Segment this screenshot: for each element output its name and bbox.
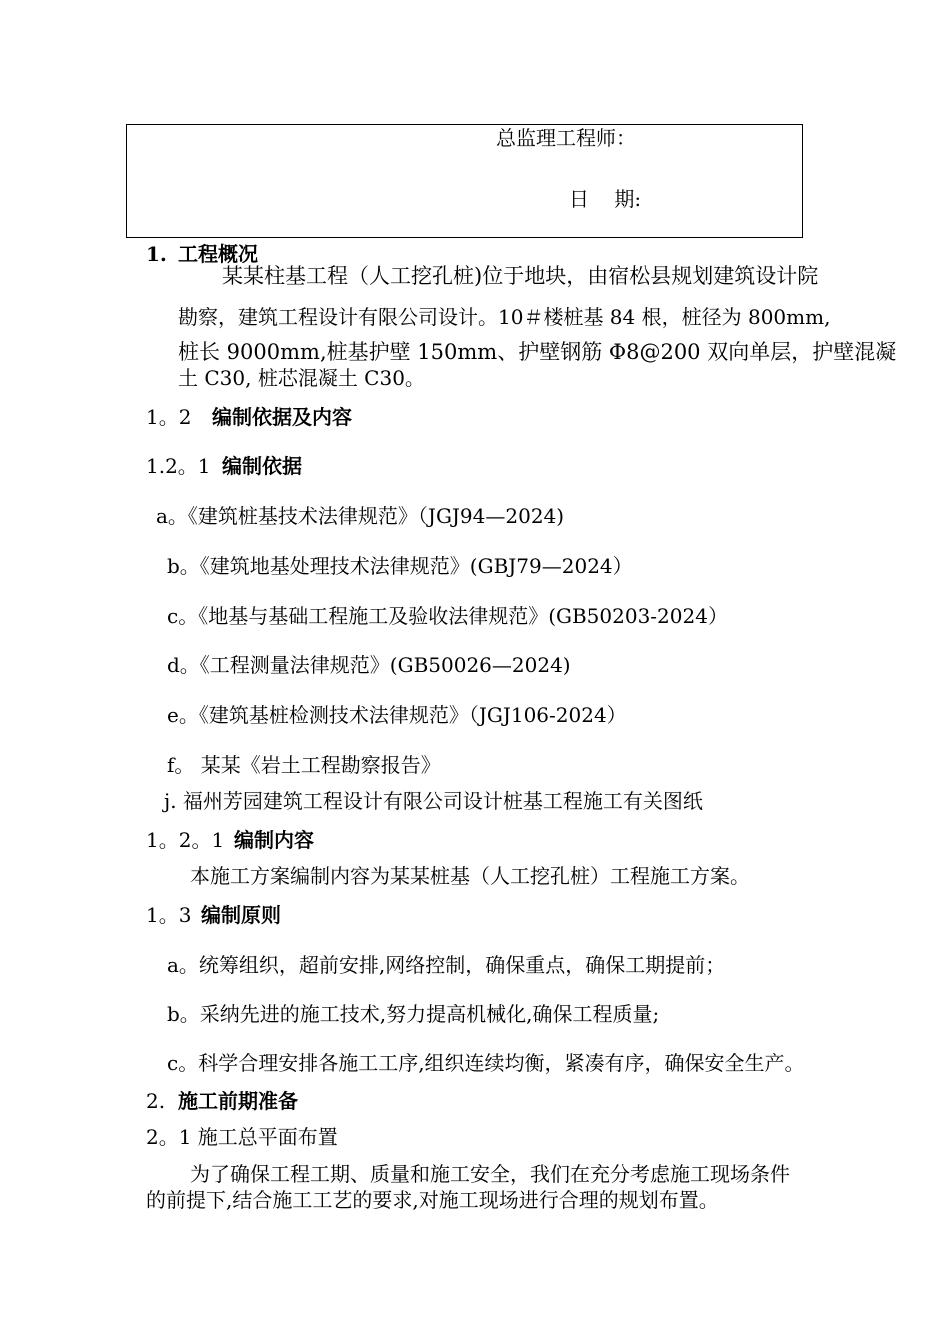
- layout-line-2: 的前提下,结合施工工艺的要求,对施工现场进行合理的规划布置。: [146, 1188, 719, 1212]
- section-1-2-1-content-title: 编制内容: [234, 828, 314, 852]
- section-2-1-heading: 2。1 施工总平面布置: [146, 1125, 338, 1149]
- section-1-2-1-content-number: 1。2。1: [146, 828, 225, 852]
- reference-d: d。《工程测量法律规范》(GB50026—2024): [167, 653, 571, 677]
- section-1-3-title: 编制原则: [201, 903, 281, 927]
- principle-b: b。采纳先进的施工技术,努力提高机械化,确保工程质量;: [167, 1002, 660, 1026]
- overview-line-1: 某某柱基工程（人工挖孔桩)位于地块，由宿松县规划建筑设计院: [222, 264, 819, 288]
- date-label: 日 期:: [569, 187, 642, 211]
- content-text: 本施工方案编制内容为某某桩基（人工挖孔桩）工程施工方案。: [190, 864, 750, 888]
- overview-line-4: 土 C30, 桩芯混凝土 C30。: [178, 366, 425, 390]
- overview-line-3: 桩长 9000mm,桩基护壁 150mm、护壁钢筋 Φ8@200 双向单层，护壁混凝: [178, 340, 897, 364]
- reference-a: a。《建筑桩基技术法律规范》（JGJ94—2024): [156, 504, 565, 528]
- section-1-title: 工程概况: [178, 242, 258, 266]
- principle-c: c。科学合理安排各施工工序,组织连续均衡，紧凑有序，确保安全生产。: [167, 1051, 805, 1075]
- signature-box: [126, 124, 803, 238]
- layout-line-1: 为了确保工程工期、质量和施工安全，我们在充分考虑施工现场条件: [190, 1162, 790, 1186]
- principle-a: a。统筹组织，超前安排,网络控制，确保重点，确保工期提前；: [167, 953, 726, 977]
- section-1-2-1-number: 1.2。1: [146, 454, 211, 478]
- overview-line-2: 勘察，建筑工程设计有限公司设计。10＃楼桩基 84 根，桩径为 800mm,: [178, 305, 831, 329]
- section-2-number: 2.: [146, 1089, 166, 1113]
- reference-f: f。 某某《岩土工程勘察报告》: [167, 753, 441, 777]
- section-2-title: 施工前期准备: [178, 1089, 298, 1113]
- reference-e: e。《建筑基桩检测技术法律规范》（JGJ106-2024）: [167, 703, 627, 727]
- chief-supervisor-label: 总监理工程师：: [496, 126, 636, 150]
- section-1-number: 1.: [146, 242, 167, 266]
- section-1-2-title: 编制依据及内容: [212, 405, 352, 429]
- reference-j: j. 福州芳园建筑工程设计有限公司设计桩基工程施工有关图纸: [164, 789, 703, 813]
- reference-c: c。《地基与基础工程施工及验收法律规范》(GB50203-2024）: [167, 604, 728, 628]
- reference-b: b。《建筑地基处理技术法律规范》(GBJ79—2024）: [167, 554, 633, 578]
- section-1-2-1-title: 编制依据: [222, 454, 302, 478]
- section-1-3-number: 1。3: [146, 903, 192, 927]
- section-1-2-number: 1。2: [146, 405, 192, 429]
